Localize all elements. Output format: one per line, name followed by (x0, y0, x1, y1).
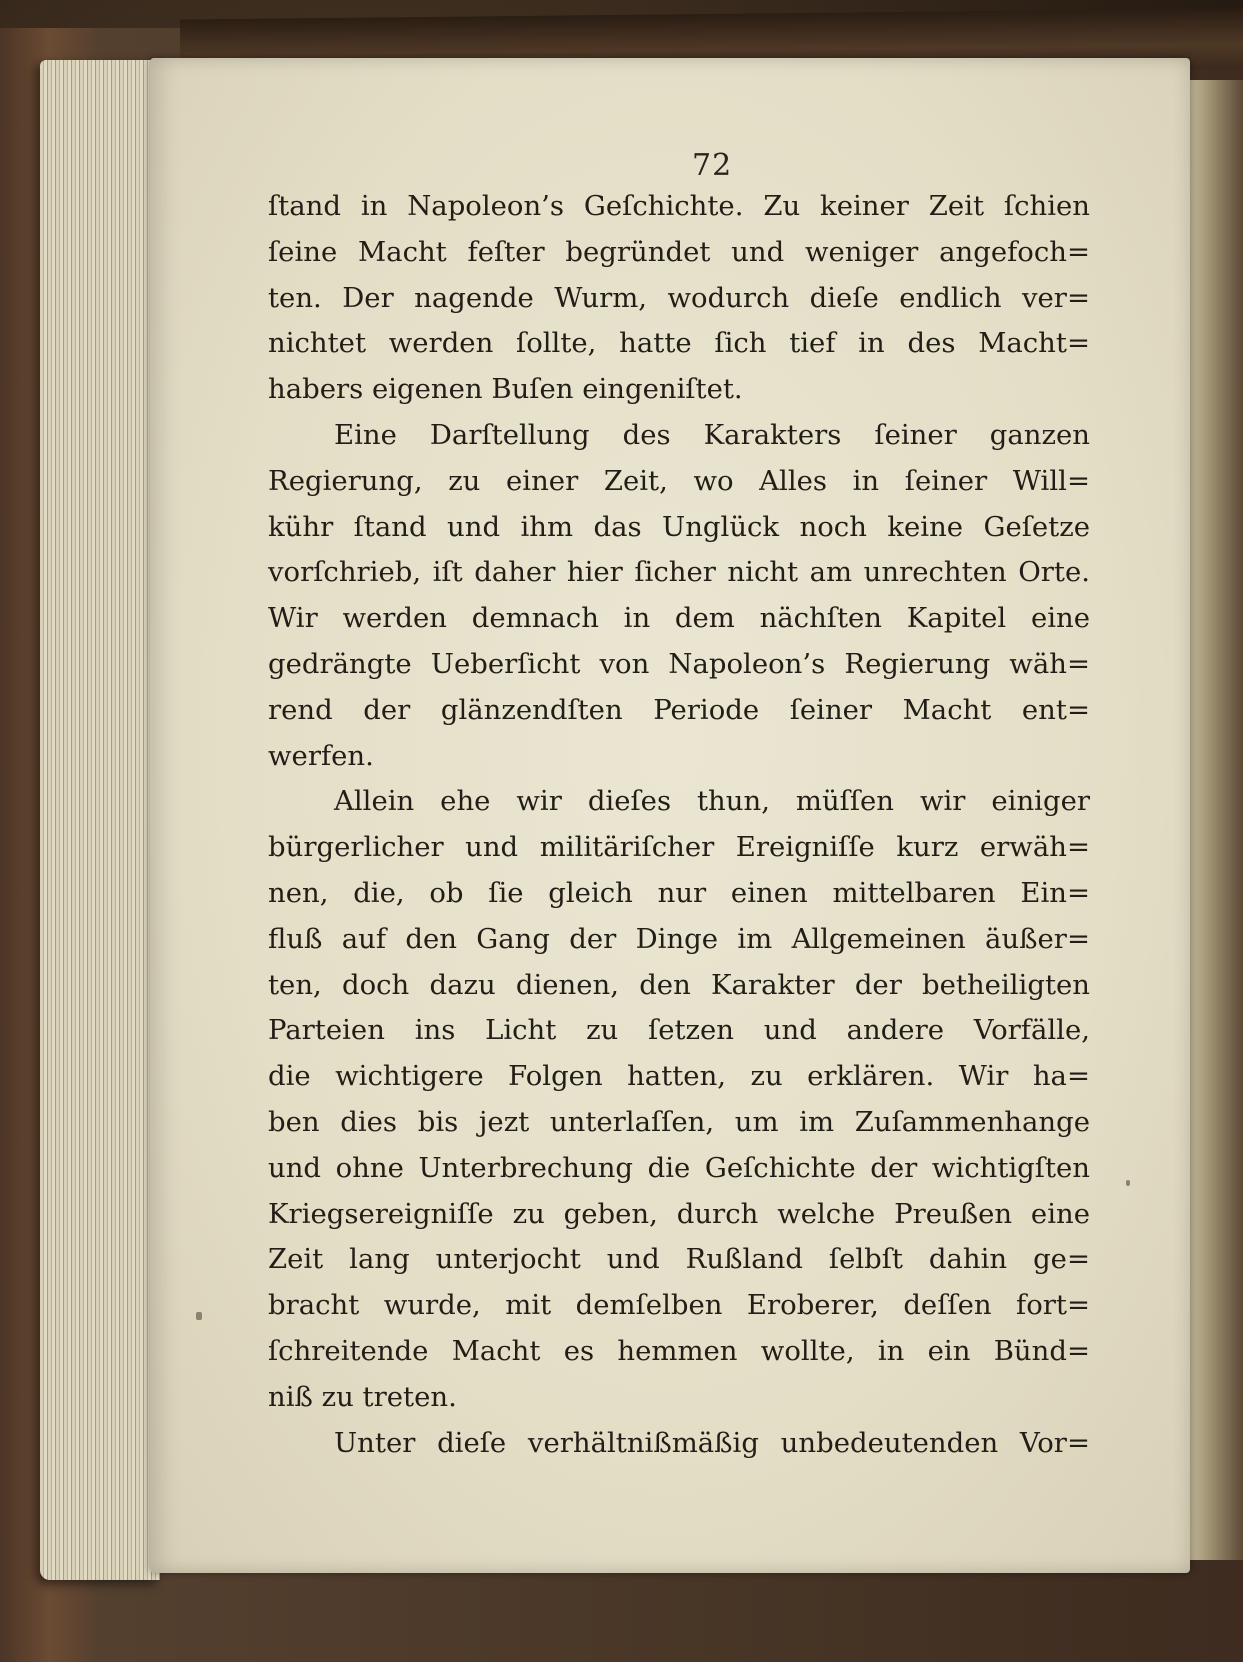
text-line: werfen. (268, 739, 374, 772)
paragraph-start-line: Allein ehe wir dieſes thun, müſſen wir einiger (334, 785, 1090, 818)
paragraph-start-line: Unter dieſe verhältnißmäßig unbedeutenden Vor= (334, 1426, 1090, 1459)
facing-page-edge (1183, 80, 1243, 1560)
page-speck (196, 1312, 202, 1320)
text-line: habers eigenen Buſen eingeniſtet. (268, 373, 743, 406)
text-line: die wichtigere Folgen hatten, zu erklären. Wir ha= (268, 1060, 1090, 1093)
text-line: bracht wurde, mit demſelben Eroberer, deſſen fort= (268, 1289, 1090, 1322)
text-line: ſtand in Napoleon’s Geſchichte. Zu keiner Zeit ſchien (268, 190, 1090, 222)
text-line: nichtet werden ſollte, hatte ſich tief in des Macht= (268, 327, 1090, 360)
text-line: nen, die, ob ſie gleich nur einen mittelbaren Ein= (268, 876, 1090, 909)
text-line: ten, doch dazu dienen, den Karakter der betheiligten (268, 968, 1090, 1001)
text-line: fluß auf den Gang der Dinge im Allgemeinen äußer= (268, 922, 1090, 955)
text-line: Kriegsereigniſſe zu geben, durch welche Preußen eine (268, 1197, 1090, 1230)
page-number: 72 (692, 148, 733, 183)
text-line: und ohne Unterbrechung die Geſchichte der wichtigſten (268, 1151, 1090, 1184)
text-line: Wir werden demnach in dem nächſten Kapitel eine (268, 602, 1090, 635)
text-line: ten. Der nagende Wurm, wodurch dieſe endlich ver= (268, 281, 1090, 314)
text-line: rend der glänzendſten Periode ſeiner Macht ent= (268, 693, 1090, 726)
text-line: gedrängte Ueberſicht von Napoleon’s Regierung wäh= (268, 647, 1090, 680)
text-line: Zeit lang unterjocht und Rußland ſelbſt dahin ge= (268, 1243, 1090, 1276)
text-line: ben dies bis jezt unterlaſſen, um im Zuſammenhange (268, 1105, 1090, 1138)
text-line: bürgerlicher und militäriſcher Ereigniſſe kurz erwäh= (268, 831, 1090, 864)
text-line: Parteien ins Licht zu ſetzen und andere Vorfälle, (268, 1014, 1090, 1047)
text-line: ſchreitende Macht es hemmen wollte, in ein Bünd= (268, 1334, 1090, 1367)
body-text (268, 184, 1090, 1466)
text-line: Regierung, zu einer Zeit, wo Alles in ſeiner Will= (268, 464, 1090, 497)
text-line: vorſchrieb, iſt daher hier ſicher nicht am unrechten Orte. (268, 556, 1090, 589)
paragraph-start-line: Eine Darſtellung des Karakters ſeiner ganzen (334, 418, 1090, 451)
page-speck (1126, 1180, 1130, 1186)
text-line: niß zu treten. (268, 1380, 457, 1413)
text-line: ſeine Macht feſter begründet und weniger angefoch= (268, 235, 1090, 268)
text-line: kühr ſtand und ihm das Unglück noch keine Geſetze (268, 510, 1090, 543)
page-stack-edges (40, 60, 160, 1580)
